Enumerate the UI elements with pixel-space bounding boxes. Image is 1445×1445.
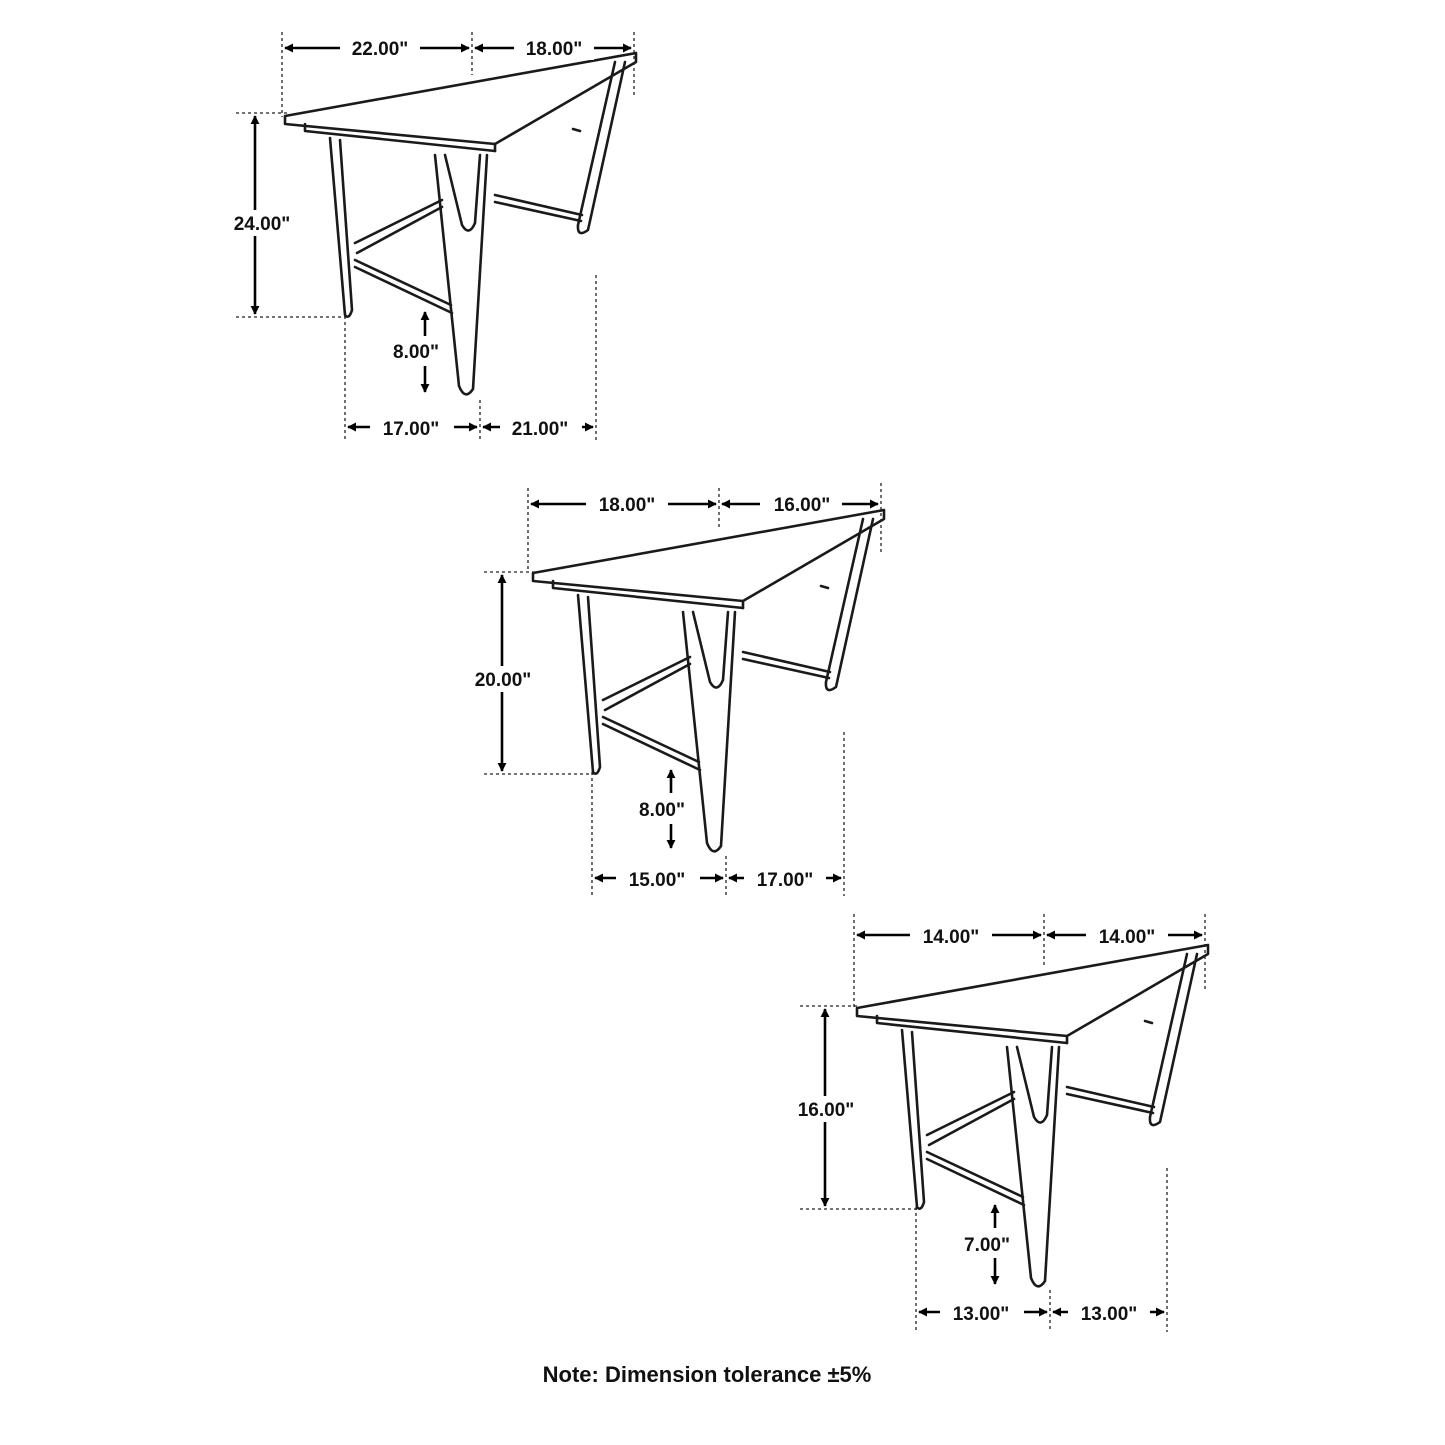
- table-small-top-left-width: 14.00": [922, 927, 980, 948]
- table-large-base-right: 21.00": [511, 419, 569, 440]
- table-small-base-left: 13.00": [952, 1304, 1010, 1325]
- table-medium-base-right: 17.00": [756, 870, 814, 891]
- table-small-top-right-width: 14.00": [1098, 927, 1156, 948]
- tolerance-note: Note: Dimension tolerance ±5%: [542, 1362, 872, 1387]
- table-large-top-right-width: 18.00": [525, 39, 583, 60]
- table-large-shelf-height: 8.00": [393, 342, 439, 363]
- table-large-drawing: [285, 53, 636, 394]
- table-medium: [468, 483, 884, 896]
- table-small-height: 16.00": [797, 1100, 855, 1121]
- table-medium-top-right-width: 16.00": [773, 495, 831, 516]
- table-small-drawing: [857, 945, 1208, 1286]
- table-small-shelf-height: 7.00": [964, 1235, 1010, 1256]
- table-large-height: 24.00": [233, 214, 291, 235]
- table-large-top-left-width: 22.00": [351, 39, 409, 60]
- table-small: [792, 914, 1208, 1332]
- table-large: [227, 32, 636, 440]
- table-large-base-left: 17.00": [382, 419, 440, 440]
- table-medium-drawing: [533, 510, 884, 851]
- table-medium-top-left-width: 18.00": [598, 495, 656, 516]
- table-medium-base-left: 15.00": [628, 870, 686, 891]
- table-small-base-right: 13.00": [1080, 1304, 1138, 1325]
- table-medium-shelf-height: 8.00": [639, 800, 685, 821]
- table-medium-height: 20.00": [474, 670, 532, 691]
